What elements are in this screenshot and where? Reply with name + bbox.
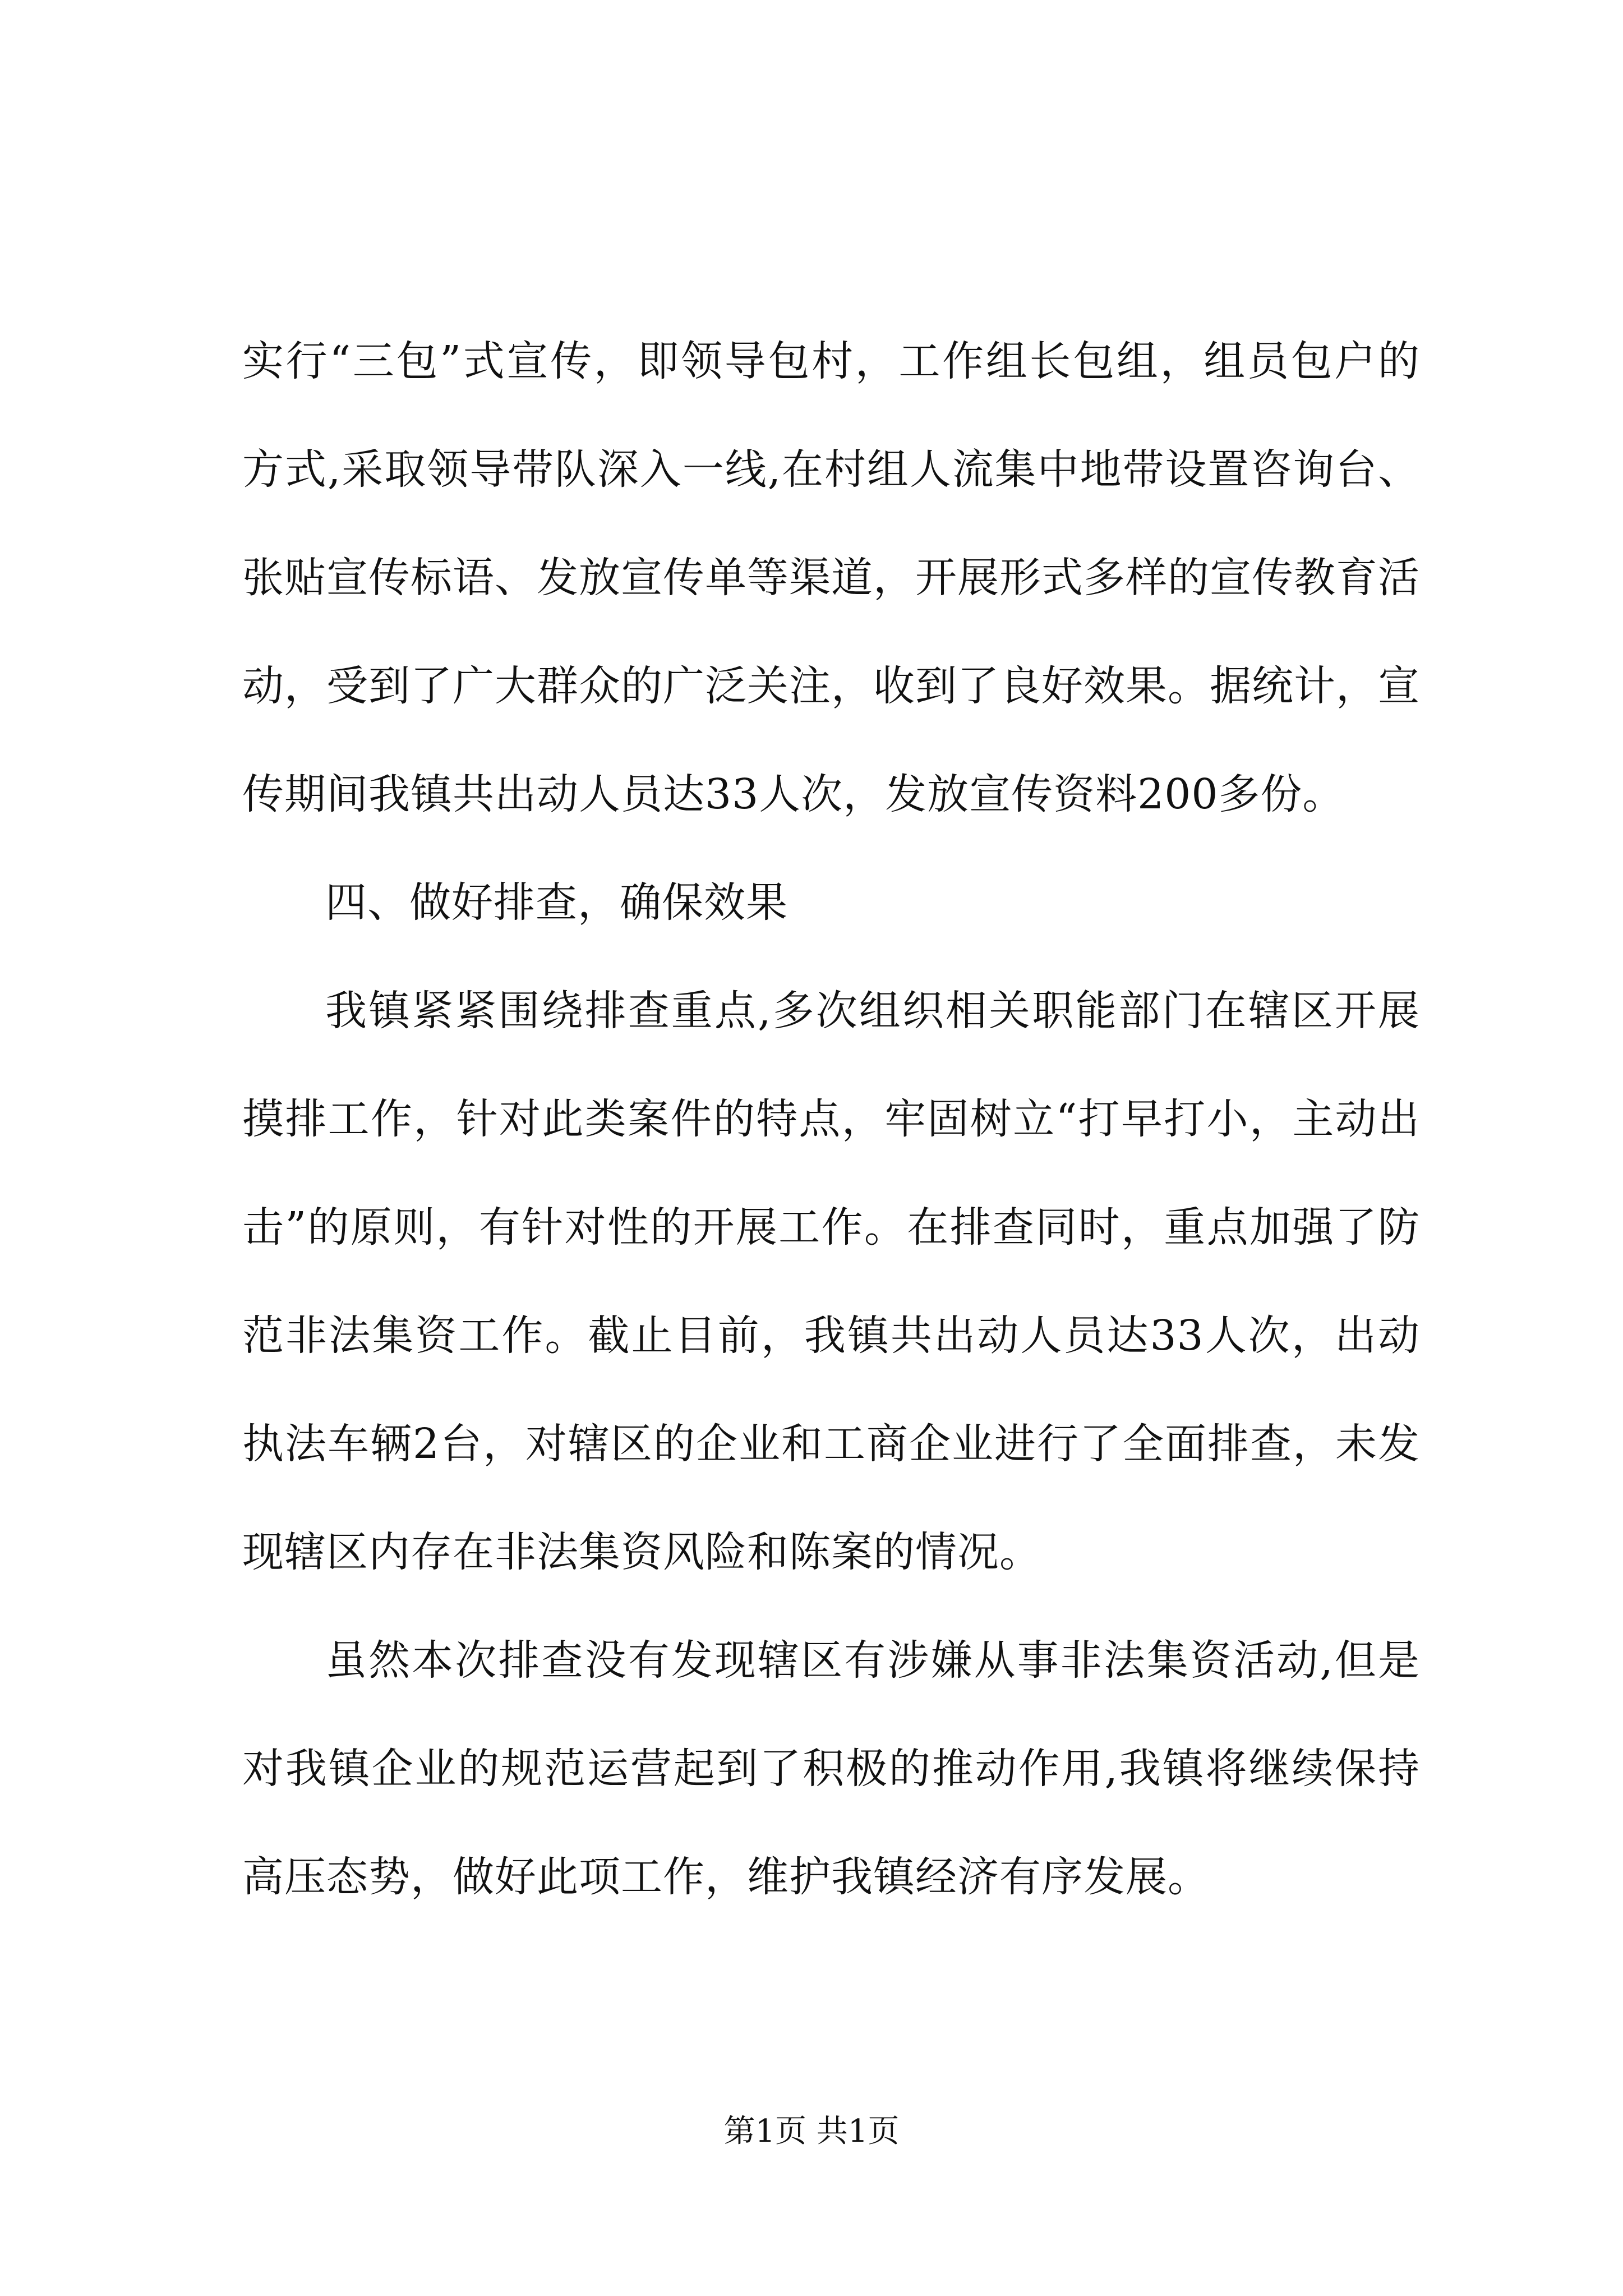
paragraph-line: 执法车辆2台，对辖区的企业和工商企业进行了全面排查，未发 — [242, 1420, 1420, 1468]
paragraph-line: 方式,采取领导带队深入一线,在村组人流集中地带设置咨询台、 — [242, 445, 1420, 494]
paragraph-line: 张贴宣传标语、发放宣传单等渠道，开展形式多样的宣传教育活 — [242, 554, 1420, 602]
paragraph-3 — [242, 957, 1420, 1607]
section-heading — [242, 849, 1420, 957]
paragraph-4 — [242, 1607, 1420, 1931]
paragraph-line: 动，受到了广大群众的广泛关注，收到了良好效果。据统计，宣 — [242, 662, 1420, 710]
paragraph-line: 范非法集资工作。截止目前，我镇共出动人员达33人次，出动 — [242, 1312, 1420, 1360]
page-number-footer: 第1页 共1页 — [723, 2113, 900, 2150]
section-heading-text: 四、做好排查，确保效果 — [325, 878, 788, 927]
paragraph-1 — [242, 307, 1420, 849]
paragraph-line: 我镇紧紧围绕排查重点,多次组织相关职能部门在辖区开展 — [325, 987, 1420, 1035]
paragraph-line: 摸排工作，针对此类案件的特点，牢固树立“打早打小，主动出 — [242, 1095, 1420, 1143]
paragraph-line: 虽然本次排查没有发现辖区有涉嫌从事非法集资活动,但是 — [325, 1636, 1420, 1685]
paragraph-line: 对我镇企业的规范运营起到了积极的推动作用,我镇将继续保持 — [242, 1745, 1420, 1793]
document-body — [242, 307, 1420, 1931]
paragraph-line: 实行“三包”式宣传，即领导包村，工作组长包组，组员包户的 — [242, 337, 1420, 385]
paragraph-line: 高压态势，做好此项工作，维护我镇经济有序发展。 — [242, 1853, 1210, 1901]
paragraph-line: 现辖区内存在非法集资风险和陈案的情况。 — [242, 1528, 1041, 1576]
paragraph-line: 击”的原则，有针对性的开展工作。在排查同时，重点加强了防 — [242, 1203, 1420, 1251]
paragraph-line: 传期间我镇共出动人员达33人次，发放宣传资料200多份。 — [242, 770, 1345, 818]
